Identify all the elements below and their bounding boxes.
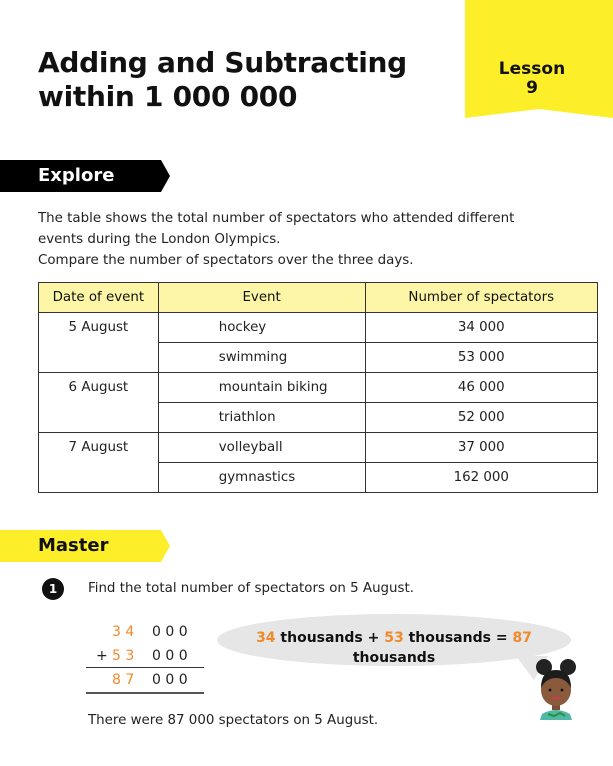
sum-ones: 0 0 0 xyxy=(152,672,188,688)
event-cell: mountain biking xyxy=(158,373,365,403)
speech-part-3: thousands xyxy=(352,650,436,666)
girl-character-illustration xyxy=(532,656,580,720)
date-cell: 7 August xyxy=(39,433,159,493)
lesson-label: Lesson xyxy=(498,59,566,79)
event-cell: gymnastics xyxy=(158,463,365,493)
event-cell: triathlon xyxy=(158,403,365,433)
event-cell: volleyball xyxy=(158,433,365,463)
spectators-cell: 34 000 xyxy=(365,313,597,343)
question-text: Find the total number of spectators on 5 August. xyxy=(88,581,415,596)
addend-2-ones: 0 0 0 xyxy=(152,648,188,664)
event-cell: swimming xyxy=(158,343,365,373)
lesson-badge xyxy=(465,60,599,98)
speech-part-1: thousands + xyxy=(275,630,385,646)
addition-line xyxy=(86,667,204,668)
speech-text xyxy=(216,628,572,668)
speech-value-34: 34 xyxy=(256,630,276,646)
spectators-cell: 37 000 xyxy=(365,433,597,463)
speech-value-87: 87 xyxy=(512,630,532,646)
conclusion-text: There were 87 000 spectators on 5 August. xyxy=(88,713,379,728)
header-date: Date of event xyxy=(39,283,159,313)
table-row xyxy=(39,313,598,343)
addend-2-thousands: 5 3 xyxy=(112,648,135,664)
speech-value-53: 53 xyxy=(384,630,404,646)
lesson-number: 9 xyxy=(526,78,538,98)
date-cell: 6 August xyxy=(39,373,159,433)
explore-heading: Explore xyxy=(38,165,115,186)
event-cell: hockey xyxy=(158,313,365,343)
addend-row-2 xyxy=(86,644,204,668)
table-row xyxy=(39,373,598,403)
addend-row-1 xyxy=(86,620,204,644)
plus-sign: + xyxy=(96,648,108,664)
intro-text: The table shows the total number of spectators who attended different events during the London Olympics. xyxy=(38,211,515,247)
speech-part-2: thousands = xyxy=(403,630,513,646)
title-line-2: within 1 000 000 xyxy=(38,80,298,113)
table-header-row xyxy=(39,283,598,313)
sum-row xyxy=(86,668,204,692)
lesson-title xyxy=(38,46,407,114)
column-addition xyxy=(86,620,204,692)
date-cell: 5 August xyxy=(39,313,159,373)
spectators-cell: 53 000 xyxy=(365,343,597,373)
spectators-table xyxy=(38,282,598,493)
master-heading: Master xyxy=(38,535,109,556)
header-spectators: Number of spectators xyxy=(365,283,597,313)
addend-1-thousands: 3 4 xyxy=(112,624,135,640)
spectators-cell: 162 000 xyxy=(365,463,597,493)
sum-thousands: 8 7 xyxy=(112,672,135,688)
title-line-1: Adding and Subtracting xyxy=(38,46,407,79)
header-event: Event xyxy=(158,283,365,313)
addend-1-ones: 0 0 0 xyxy=(152,624,188,640)
sum-underline xyxy=(86,692,204,694)
question-number-badge: 1 xyxy=(42,578,64,600)
intro-instruction: Compare the number of spectators over the three days. xyxy=(38,253,414,268)
explore-intro xyxy=(38,208,598,271)
table-row xyxy=(39,433,598,463)
spectators-cell: 46 000 xyxy=(365,373,597,403)
spectators-cell: 52 000 xyxy=(365,403,597,433)
